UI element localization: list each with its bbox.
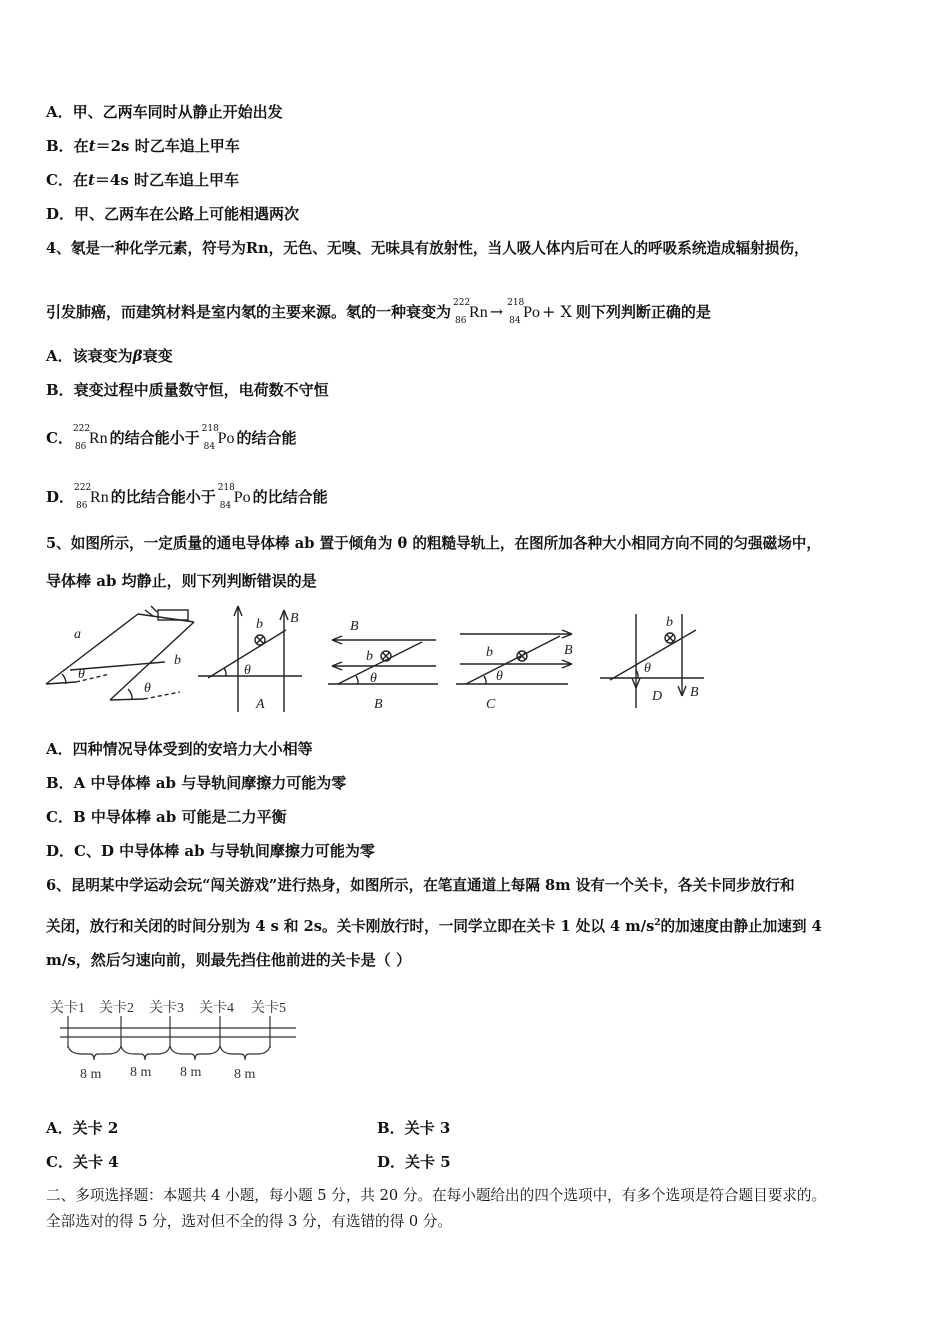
q5-figure — [40, 600, 720, 720]
panel-label-d: D — [652, 689, 663, 704]
rn-mass-d: 222 — [74, 483, 92, 493]
po-symbol-c: Po — [217, 430, 235, 447]
rn-symbol-d: Rn — [90, 489, 109, 506]
q4-option-c-post: 的结合能 — [236, 429, 297, 447]
q4-stem-post: 则下列判断正确的是 — [575, 303, 711, 321]
label-field-b: B — [350, 619, 359, 634]
label-theta: θ — [78, 667, 85, 682]
label-field-b: B — [564, 643, 573, 658]
rn-symbol: Rn — [469, 304, 488, 321]
q4-option-a-post: 衰变 — [142, 347, 173, 365]
label-theta: θ — [370, 671, 377, 686]
distance-label: 8 m — [234, 1067, 256, 1082]
rn-num-d: 86 — [76, 501, 88, 511]
label-b: b — [666, 615, 673, 630]
q3-option-d: D．甲、乙两车在公路上可能相遇两次 — [46, 205, 300, 223]
plus-x: + X — [542, 302, 572, 321]
q4-option-b: B．衰变过程中质量数守恒，电荷数不守恒 — [46, 381, 329, 399]
q4-option-a-pre: A．该衰变为 — [46, 347, 133, 365]
q5-option-d: D．C、D 中导体棒 ab 与导轨间摩擦力可能为零 — [46, 842, 375, 860]
label-field-b: B — [690, 685, 699, 700]
q4-stem-pre: 引发肺癌，而建筑材料是室内氡的主要来源。氡的一种衰变为 — [46, 303, 452, 321]
q3-option-a: A．甲、乙两车同时从静止开始出发 — [46, 103, 283, 121]
po-isotope-c — [201, 424, 235, 452]
q6-stem-line2-post: 的加速度由静止加速到 4 — [660, 917, 822, 935]
label-b: b — [366, 649, 373, 664]
section2-heading-line2: 全部选对的得 5 分，选对但不全的得 3 分，有选错的得 0 分。 — [46, 1213, 452, 1230]
q4-stem-line2 — [46, 298, 711, 326]
rail-perspective-diagram — [46, 606, 194, 700]
po-num-d: 84 — [219, 501, 232, 511]
q3-option-b-pre: B．在 — [46, 137, 89, 155]
po-atomic-num: 84 — [509, 316, 521, 326]
q4-option-d-mid: 的比结合能小于 — [110, 488, 216, 506]
distance-label: 8 m — [180, 1065, 202, 1080]
po-mass-c: 218 — [201, 424, 219, 434]
q4-option-d-label: D． — [46, 488, 75, 506]
panel-label-a: A — [256, 697, 265, 712]
label-a: a — [74, 627, 81, 642]
po-symbol: Po — [523, 304, 540, 321]
q5-option-c: C．B 中导体棒 ab 可能是二力平衡 — [46, 808, 287, 826]
q6-option-c: C．关卡 4 — [46, 1153, 119, 1171]
q3-option-b — [46, 136, 240, 156]
rn-isotope-d — [74, 483, 109, 511]
q4-option-a — [46, 346, 173, 366]
rn-isotope-eq — [453, 298, 488, 326]
q5-option-b: B．A 中导体棒 ab 与导轨间摩擦力可能为零 — [46, 774, 347, 792]
distance-label: 8 m — [80, 1067, 102, 1082]
po-num-c: 84 — [203, 442, 216, 452]
rn-symbol-c: Rn — [88, 430, 108, 447]
label-theta: θ — [644, 661, 651, 676]
q4-option-c-mid: 的结合能小于 — [109, 429, 200, 447]
q6-stem-line3: m/s，然后匀速向前，则最先挡住他前进的关卡是（ ） — [46, 951, 412, 969]
q3-option-c-post: ＝4s 时乙车追上甲车 — [94, 171, 239, 189]
q6-stem-line2-pre: 关闭，放行和关闭的时间分别为 4 s 和 2s。关卡刚放行时，一同学立即在关卡 1 处以 4 m/s — [46, 917, 655, 935]
q3-option-c-t: t — [87, 171, 95, 189]
q6-option-d: D．关卡 5 — [377, 1153, 451, 1171]
q6-option-a: A．关卡 2 — [46, 1119, 119, 1137]
label-theta: θ — [496, 669, 503, 684]
panel-label-c: C — [486, 697, 496, 712]
decay-arrow: → — [489, 302, 504, 321]
q5-stem-line2: 导体棒 ab 均静止，则下列判断错误的是 — [46, 572, 317, 590]
gate-label-5: 关卡5 — [251, 1001, 286, 1016]
q5-stem-line1: 5、如图所示，一定质量的通电导体棒 ab 置于倾角为 θ 的粗糙导轨上，在图所加各种大小相同方向不同的匀强磁场中， — [46, 535, 821, 552]
rn-num-c: 86 — [74, 442, 87, 452]
panel-label-b: B — [374, 697, 383, 712]
gate-label-4: 关卡4 — [199, 1001, 234, 1016]
beta-symbol: β — [132, 347, 143, 365]
q4-option-c-label: C． — [46, 429, 73, 447]
q3-option-b-post: ＝2s 时乙车追上甲车 — [95, 137, 240, 155]
po-mass-d: 218 — [217, 483, 235, 493]
q3-option-b-t: t — [88, 137, 96, 155]
q6-stem-line2 — [46, 913, 822, 937]
distance-label: 8 m — [130, 1065, 152, 1080]
q4-stem-line1: 4、氡是一种化学元素，符号为Rn，无色、无嗅、无味具有放射性，当人吸人体内后可在人的呼吸系统造成辐射损伤， — [46, 240, 809, 257]
rn-mass-c: 222 — [72, 424, 91, 434]
rn-mass: 222 — [453, 298, 471, 308]
q6-stem-line1: 6、昆明某中学运动会玩“闯关游戏”进行热身，如图所示，在笔直通道上每隔 8m 设有一个关卡，各关卡同步放行和 — [46, 877, 795, 894]
po-mass: 218 — [507, 298, 525, 308]
po-symbol-d: Po — [233, 489, 251, 506]
gate-label-3: 关卡3 — [149, 1001, 184, 1016]
label-theta: θ — [244, 663, 251, 678]
panel-a-diagram — [198, 606, 302, 712]
unit-squared: 2 — [654, 918, 661, 928]
q4-option-d — [46, 483, 328, 511]
q5-option-a: A．四种情况导体受到的安培力大小相等 — [46, 740, 313, 758]
label-b: b — [174, 653, 181, 668]
gate-label-2: 关卡2 — [99, 1001, 134, 1016]
section2-heading-line1: 二、多项选择题：本题共 4 小题，每小题 5 分，共 20 分。在每小题给出的四个选项中，有多个选项是符合题目要求的。 — [46, 1187, 827, 1204]
po-isotope-d — [217, 483, 251, 511]
panel-c-diagram — [456, 630, 572, 684]
label-b: b — [256, 617, 263, 632]
rn-atomic-num: 86 — [455, 316, 467, 326]
q3-option-c — [46, 170, 239, 190]
label-b: b — [486, 645, 493, 660]
q4-option-c — [46, 424, 297, 452]
po-isotope-eq — [507, 298, 540, 326]
rn-isotope-c — [72, 424, 108, 452]
q3-option-c-pre: C．在 — [46, 171, 88, 189]
panel-b-diagram — [328, 636, 438, 684]
q6-option-b: B．关卡 3 — [377, 1119, 451, 1137]
q6-figure — [46, 990, 306, 1082]
gate-label-1: 关卡1 — [50, 1001, 85, 1016]
label-field-b: B — [290, 611, 299, 626]
label-theta: θ — [144, 681, 151, 696]
q4-option-d-post: 的比结合能 — [252, 488, 328, 506]
